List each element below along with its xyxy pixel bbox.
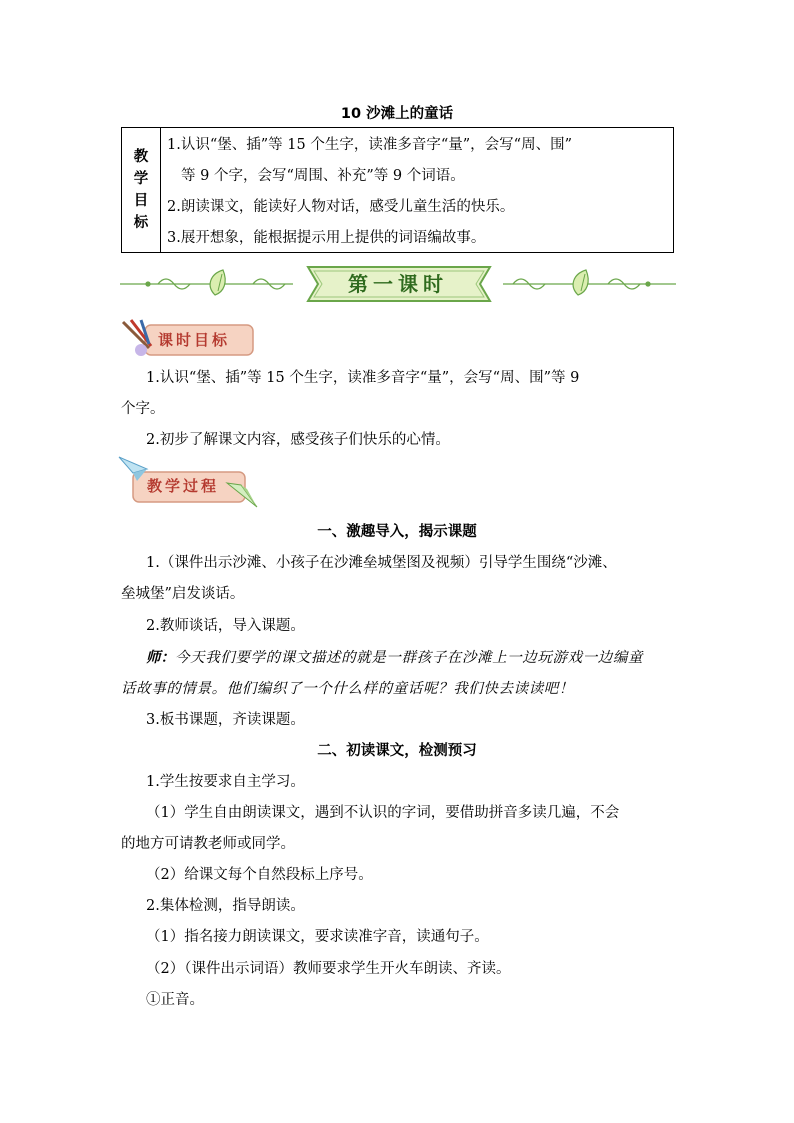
teacher-text: 话故事的情景。他们编织了一个什么样的童话呢？我们快去读读吧！ [121, 681, 574, 697]
goals-label-char: 标 [133, 215, 149, 231]
right-vine-decoration [503, 279, 676, 289]
lesson-title: 10 沙滩上的童话 [340, 106, 454, 122]
paragraph: （1）指名接力朗读课文，要求读准字音，读通句子。 [146, 929, 489, 945]
paragraph: （2）（课件出示词语）教师要求学生开火车朗读、齐读。 [146, 961, 511, 977]
goal-line: 1.认识“堡、插”等 15 个生字，读准多音字“量”，会写“周、围” [167, 137, 572, 153]
paragraph: 1.学生按要求自主学习。 [146, 774, 305, 790]
teaching-goals-table [121, 127, 674, 253]
leaf-icon [210, 270, 225, 295]
section-heading: 一、激趣导入，揭示课题 [317, 524, 477, 540]
leaf-icon [573, 270, 588, 295]
teacher-speech [146, 646, 643, 667]
goals-label [122, 128, 161, 252]
paragraph: （1）学生自由朗读课文，遇到不认识的字词，要借助拼音多读几遍，不会 [146, 805, 620, 821]
goal-line: 2.朗读课文，能读好人物对话，感受儿童生活的快乐。 [167, 199, 515, 215]
lesson-goal-1b: 个字。 [121, 401, 165, 417]
teacher-text: 今天我们要学的课文描述的就是一群孩子在沙滩上一边玩游戏一边编童 [175, 650, 644, 666]
goal-line: 3.展开想象，能根据提示用上提供的词语编故事。 [167, 230, 486, 246]
teacher-label: 师： [146, 649, 175, 666]
paragraph: 1.（课件出示沙滩、小孩子在沙滩垒城堡图及视频）引导学生围绕“沙滩、 [146, 555, 617, 571]
goals-body [161, 128, 673, 252]
process-tag-label: 教学过程 [147, 477, 220, 495]
brush-icon [123, 320, 151, 356]
paragraph: （2）给课文每个自然段标上序号。 [146, 867, 373, 883]
paragraph: 的地方可请教老师或同学。 [121, 836, 295, 852]
paragraph: ①正音。 [146, 992, 204, 1008]
banner-title: 第一课时 [348, 272, 448, 296]
lesson-goal-1a: 1.认识“堡、插”等 15 个生字，读准多音字“量”，会写“周、围”等 9 [146, 370, 580, 386]
goals-label-char: 教 [133, 149, 149, 165]
lesson-goal-2: 2.初步了解课文内容，感受孩子们快乐的心情。 [146, 432, 450, 448]
left-vine-decoration [120, 279, 293, 289]
paragraph: 垒城堡”启发谈话。 [121, 586, 245, 602]
paragraph: 2.集体检测，指导朗读。 [146, 898, 305, 914]
goals-label-char: 学 [133, 171, 149, 187]
goals-label-char: 目 [133, 193, 149, 209]
paragraph: 2.教师谈话，导入课题。 [146, 618, 305, 634]
paragraph: 3.板书课题，齐读课题。 [146, 712, 305, 728]
lesson-goals-tag-label: 课时目标 [158, 331, 231, 349]
goal-line: 等 9 个字，会写“周围、补充”等 9 个词语。 [181, 168, 465, 184]
section-heading: 二、初读课文，检测预习 [317, 743, 477, 759]
